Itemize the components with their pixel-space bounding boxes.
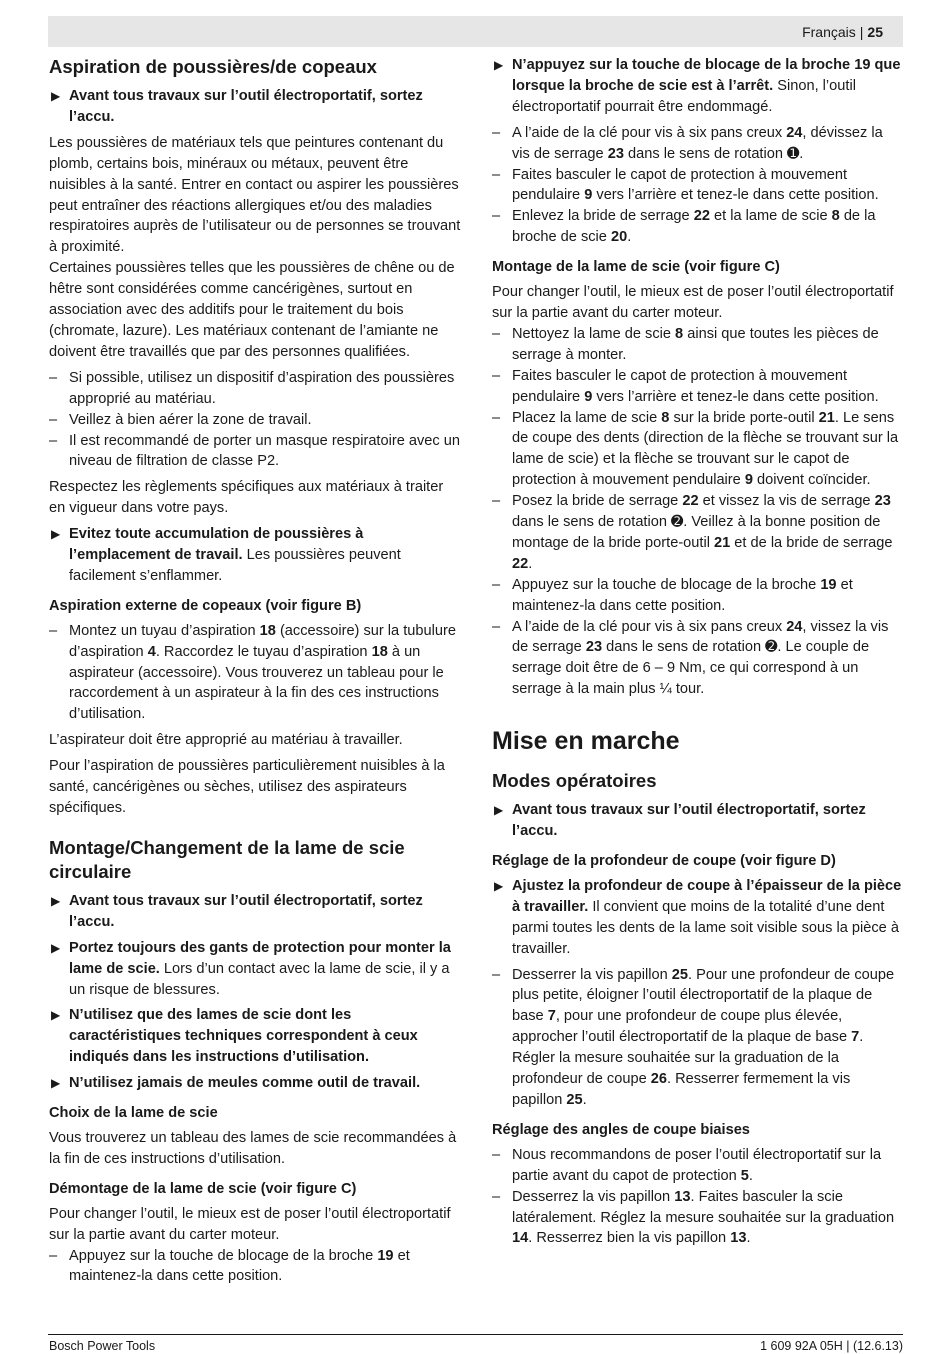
warning-bullet: ▶ N’appuyez sur la touche de blocage de la broche 19 que lorsque la broche de scie est à l’arrêt. Sinon, l’outil électroportatif pourrait être endommagé. [494,57,901,115]
paragraph: Vous trouverez un tableau des lames de scie recommandées à la fin de ces instructions d’utilisation. [49,1129,457,1167]
list-item: – Montez un tuyau d’aspiration 18 (accessoire) sur la tubulure d’aspiration 4. Raccordez le tuyau d’aspiration 18 à un aspirateur (accessoire). Vous trouverez un tableau pour le raccordement à un aspirateur à la fin des ces instructions d’utilisation. [49,622,456,723]
subsection-title-choix: Choix de la lame de scie [49,1105,218,1122]
bullet-arrow-icon: ▶ [51,1076,61,1091]
warning-bullet: ▶ Avant tous travaux sur l’outil électroportatif, sortez l’accu. [51,88,423,125]
paragraph: Pour changer l’outil, le mieux est de poser l’outil électroportatif sur la partie avant du carter moteur. [49,1205,451,1243]
paragraph: Les poussières de matériaux tels que peintures contenant du plomb, certains bois, minéraux ou métaux, peuvent être nuisibles à la santé. Entrer en contact ou aspirer les poussières peut entraîner des réactions allergiques et/ou des maladies respiratoires auprès de l’utilisateur ou de personnes se trouvant à proximité. [49,134,461,256]
section-title-aspiration: Aspiration de poussières/de copeaux [49,56,377,77]
rotation-2-icon: ➋ [765,639,778,656]
section-title-montage: Montage/Changement de la lame de scie circulaire [49,836,405,882]
list-item: – Posez la bride de serrage 22 et vissez la vis de serrage 23 dans le sens de rotation ➋. Veillez à la bonne position de montage de la bride porte-outil 21 et de la bride de serrage 22. [492,493,893,572]
dash-list [492,1145,904,1250]
footer-divider [48,1334,903,1335]
list-item: – Faites basculer le capot de protection à mouvement pendulaire 9 vers l’arrière et tenez-le dans cette position. [492,367,879,405]
rotation-1-icon: ➊ [787,145,800,162]
list-item: – A l’aide de la clé pour vis à six pans creux 24, vissez la vis de serrage 23 dans le sens de rotation ➋. Le couple de serrage doit être de 6 – 9 Nm, ce qui correspond à un serrage à la main plus ¼ tour. [492,618,889,698]
paragraph: Certaines poussières telles que les poussières de chêne ou de hêtre sont considérées comme cancérigènes, surtout en association avec des additifs pour le traitement du bois (chromate, lazure). Les matériaux contenant de l’amiante ne doivent être travaillés que par des personnes qualifiées. [49,260,455,360]
paragraph: L’aspirateur doit être approprié au matériau à travailler. [49,732,403,749]
subsection-title-profondeur: Réglage de la profondeur de coupe (voir figure D) [492,853,836,869]
dash-list [492,965,904,1111]
warning-bullet: ▶ Evitez toute accumulation de poussières à l’emplacement de travail. Les poussières peuvent facilement s’enflammer. [51,526,401,584]
bullet-arrow-icon: ▶ [51,893,61,908]
header-separator: | [859,23,864,40]
list-item: – Nous recommandons de poser l’outil électroportatif sur la partie avant du capot de protection 5. [492,1146,882,1184]
warning-bullet: ▶ Ajustez la profondeur de coupe à l’épaisseur de la pièce à travailler. Il convient que moins de la totalité d’une dent parmi toutes les dents de la lame soit visible sous la pièce à travailler. [494,877,902,957]
chapter-title-mise-en-marche: Mise en marche [492,727,680,756]
page-header [48,16,903,47]
bullet-arrow-icon: ▶ [494,878,504,893]
list-item: – Appuyez sur la touche de blocage de la broche 19 et maintenez-la dans cette position. [492,576,853,614]
list-item: – Enlevez la bride de serrage 22 et la lame de scie 8 de la broche de scie 20. [492,208,876,246]
rotation-2-icon: ➋ [671,514,684,531]
footer-brand: Bosch Power Tools [49,1339,156,1353]
bullet-arrow-icon: ▶ [51,1008,61,1023]
paragraph: Pour l’aspiration de poussières particulièrement nuisibles à la santé, cancérigènes ou sèches, utilisez des aspirateurs spécifiques. [49,758,445,816]
dash-list [49,1246,461,1288]
bullet-arrow-icon: ▶ [51,89,61,103]
page-number: 25 [867,23,883,40]
dash-list [492,123,904,248]
subsection-title-angles: Réglage des angles de coupe biaises [492,1121,750,1138]
list-item: – Si possible, utilisez un dispositif d’aspiration des poussières approprié au matériau. [49,369,455,407]
bullet-arrow-icon: ▶ [51,527,61,542]
warning-bullet: ▶ N’utilisez que des lames de scie dont les caractéristiques techniques correspondent à ceux indiqués dans les instructions d’utilisation. [51,1007,418,1066]
list-item: – Appuyez sur la touche de blocage de la broche 19 et maintenez-la dans cette position. [49,1247,410,1285]
header-language: Français [802,23,856,40]
bullet-arrow-icon: ▶ [494,58,504,72]
warning-bullet: ▶ Portez toujours des gants de protection pour monter la lame de scie. Lors d’un contact avec la lame de scie, il y a un risque de blessures. [51,939,451,998]
list-item: – Nettoyez la lame de scie 8 ainsi que toutes les pièces de serrage à monter. [492,325,879,363]
list-item: – Faites basculer le capot de protection à mouvement pendulaire 9 vers l’arrière et tenez-le dans cette position. [492,166,879,204]
list-item: – Placez la lame de scie 8 sur la bride porte-outil 21. Le sens de coupe des dents (direction de la flèche se trouvant sur la lame de scie) et la flèche se trouvant sur le capot de protection à mouvement pendulaire 9 doivent coïncider. [492,409,899,489]
right-column [492,55,904,1254]
bullet-arrow-icon: ▶ [494,803,504,818]
list-item: – Desserrer la vis papillon 25. Pour une profondeur de coupe plus petite, éloigner l’outil électroportatif de la plaque de base 7, pour une profondeur de coupe plus élevée, approcher l’outil électroportatif de la plaque de base 7. Régler la mesure souhaitée sur la graduation de la profondeur de coupe 26. Resserrer fermement la vis papillon 25. [492,966,895,1108]
list-item: – A l’aide de la clé pour vis à six pans creux 24, dévissez la vis de serrage 23 dans le sens de rotation ➊. [492,124,883,162]
list-item: – Veillez à bien aérer la zone de travail. [49,411,312,428]
left-column [49,55,461,1292]
warning-bullet: ▶ Avant tous travaux sur l’outil électroportatif, sortez l’accu. [51,892,423,930]
subsection-title-montage-lame: Montage de la lame de scie (voir figure C) [492,259,780,276]
subsection-title-demontage: Démontage de la lame de scie (voir figure C) [49,1180,357,1197]
list-item: – Il est recommandé de porter un masque respiratoire avec un niveau de filtration de classe P2. [49,432,460,470]
warning-bullet: ▶ Avant tous travaux sur l’outil électroportatif, sortez l’accu. [494,802,866,840]
section-title-modes: Modes opératoires [492,770,657,792]
paragraph: Respectez les règlements spécifiques aux matériaux à traiter en vigueur dans votre pays. [49,479,444,517]
list-item: – Desserrez la vis papillon 13. Faites basculer la scie latéralement. Réglez la mesure souhaitée sur la graduation 14. Resserrez bien la vis papillon 13. [492,1188,895,1247]
paragraph: Pour changer l’outil, le mieux est de poser l’outil électroportatif sur la partie avant du carter moteur. [492,284,894,321]
subsection-title-externe: Aspiration externe de copeaux (voir figure B) [49,597,362,614]
dash-list [49,368,461,473]
bullet-arrow-icon: ▶ [51,940,61,955]
footer-doc-id: 1 609 92A 05H | (12.6.13) [760,1339,903,1353]
dash-list [492,324,904,700]
dash-list [49,621,461,726]
warning-bullet: ▶ N’utilisez jamais de meules comme outil de travail. [49,1073,461,1094]
